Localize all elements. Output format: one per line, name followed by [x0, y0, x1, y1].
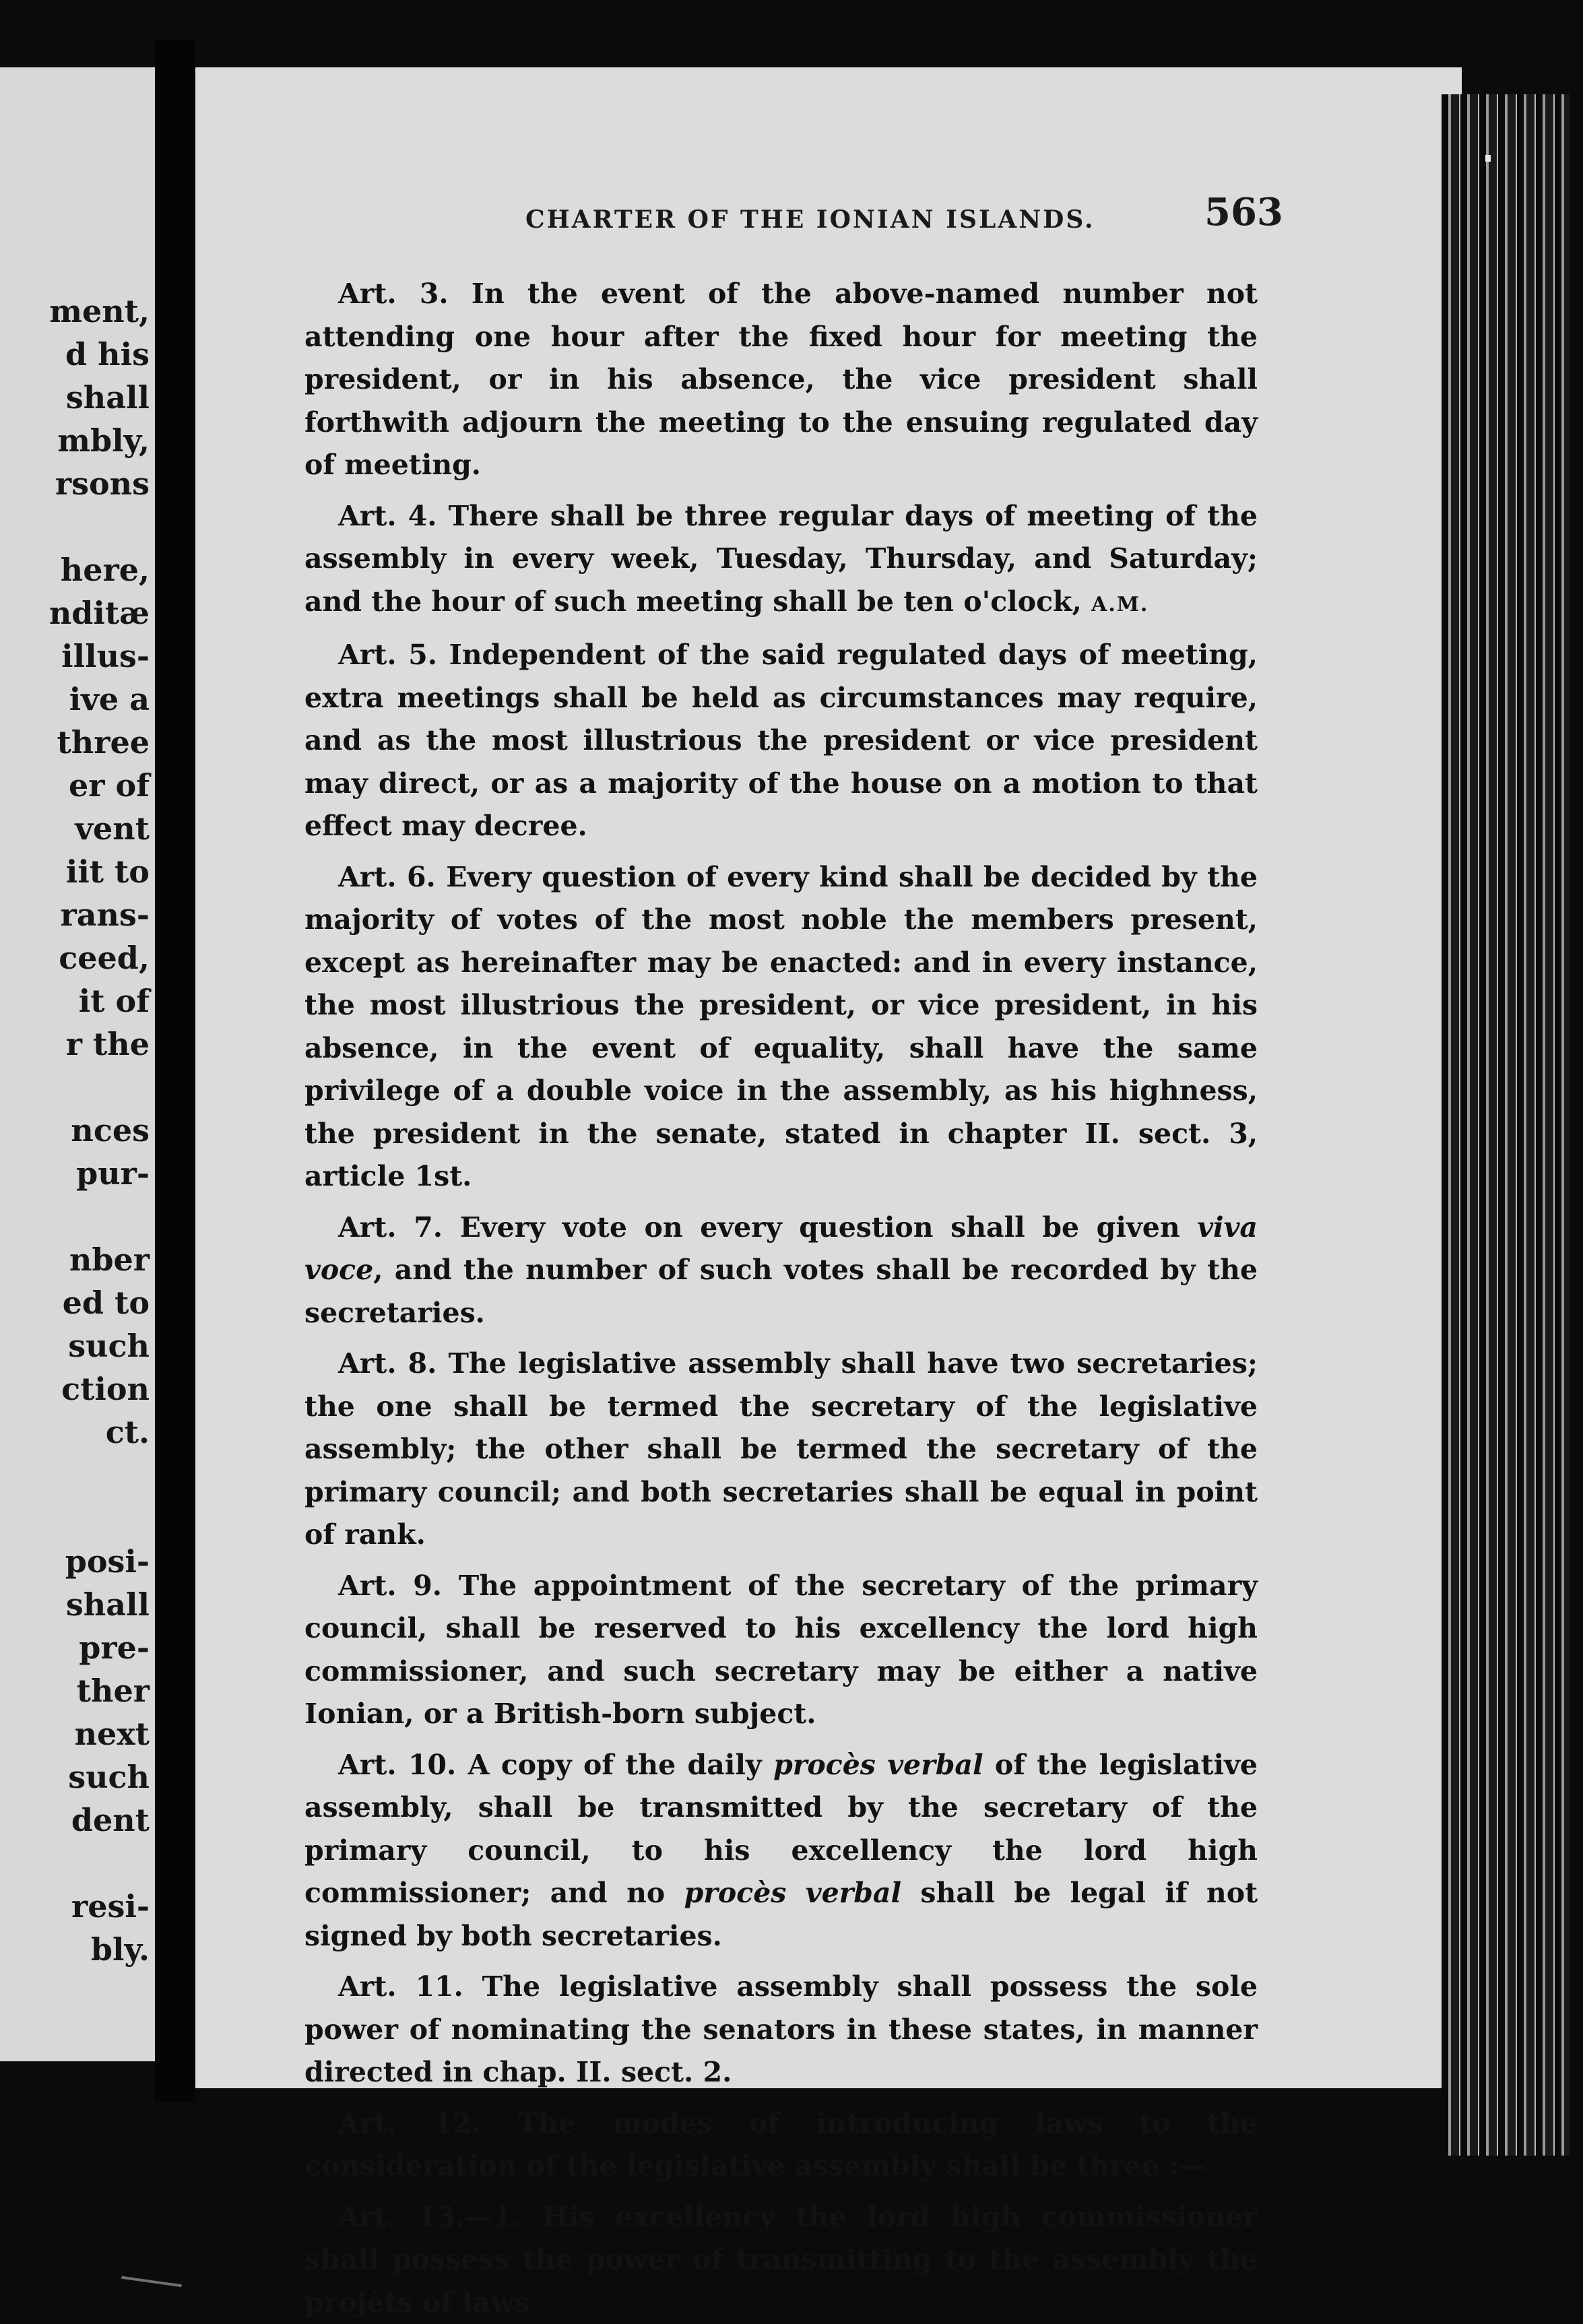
left-page-fragment: posi- [65, 1543, 150, 1580]
page-number: 563 [1204, 190, 1283, 234]
article-6 [304, 856, 1258, 1198]
article-9 [304, 1565, 1258, 1736]
left-page-fragment: ct. [106, 1414, 150, 1450]
left-page-fragment: mbly, [57, 422, 150, 459]
left-page-fragment: ther [77, 1673, 150, 1709]
left-page-fragment: er of [69, 767, 150, 804]
left-page-fragment: ive a [69, 681, 150, 717]
left-page-fragment: d his [65, 336, 150, 373]
left-page-fragment: here, [61, 552, 150, 588]
left-page-fragment: bly. [91, 1931, 150, 1968]
left-page-fragment: ed to [63, 1285, 150, 1321]
left-page-fragment: vent [75, 810, 150, 847]
article-text-run: Art. 9. The appointment of the secretary of the primary council, shall be reserved to his excellency the lord high commissioner, and such secretary may be either a native Ionian, or a British-born subject. [304, 1570, 1258, 1731]
left-page-fragment: illus- [61, 638, 150, 674]
left-page-fragment: dent [71, 1802, 150, 1838]
article-11 [304, 1966, 1258, 2094]
article-4 [304, 495, 1258, 626]
left-page-fragment: r the [66, 1026, 150, 1062]
article-text-run: Art. 11. The legislative assembly shall possess the sole power of nominating the senators in these states, in manner directed in chap. II. sect. 2. [304, 1970, 1258, 2088]
book-gutter [155, 40, 195, 2102]
article-text-run: A.M. [1091, 593, 1149, 616]
left-page-fragment: such [68, 1759, 150, 1795]
article-text-run: viva voce [304, 1211, 1258, 1287]
left-page-fragment: it of [79, 983, 150, 1019]
left-page-fragment: ction [61, 1371, 150, 1407]
scan-mark-bottom [121, 2276, 182, 2287]
article-text-run: Art. 13.—1. His excellency the lord high commissioner shall possess the power of transmitting to the assembly the projèts of laws [304, 2201, 1258, 2319]
body-text [304, 273, 1258, 2324]
left-page-fragment: nditæ [49, 595, 150, 631]
left-page-fragment: pur- [76, 1155, 150, 1192]
article-text-run: Art. 8. The legislative assembly shall have two secretaries; the one shall be termed the secretary of the legislative assembly; the other shall be termed the secretary of the primary council; and both secretaries shall be equal in point of rank. [304, 1347, 1258, 1551]
article-text-run: Art. 12. The modes of introducing laws to the consideration of the legislative assembly shall be three :— [304, 2107, 1258, 2183]
left-page-fragment: three [57, 724, 150, 761]
left-page-fragment: resi- [71, 1888, 150, 1925]
article-13 [304, 2196, 1258, 2324]
left-page-fragment: nces [71, 1112, 150, 1149]
article-8 [304, 1343, 1258, 1557]
left-page-fragment: pre- [79, 1629, 150, 1666]
left-page-fragment: shall [66, 379, 150, 416]
article-text-run: procès verbal [684, 1877, 901, 1909]
article-text-run: of the legislative assembly, shall be transmitted by the secretary of the primary council, to his excellency the lord high commissioner; and no [304, 1749, 1258, 1910]
article-text-run: Art. 7. Every vote on every question shall be given [338, 1211, 1197, 1244]
scan-mark [1485, 155, 1491, 162]
left-page-fragment: rsons [55, 465, 150, 502]
article-text-run: shall be legal if not signed by both secretaries. [304, 1877, 1258, 1952]
left-page-fragment: nber [69, 1241, 150, 1278]
article-text-run: Art. 4. There shall be three regular days of meeting of the assembly in every week, Tuesday, Thursday, and Saturday; and the hour of such meeting shall be ten o'clock, [304, 500, 1258, 618]
left-page-fragment: ceed, [59, 940, 150, 976]
article-text-run: , and the number of such votes shall be recorded by the secretaries. [304, 1254, 1258, 1329]
left-page-fragment: such [68, 1328, 150, 1364]
article-3 [304, 273, 1258, 487]
article-text-run: Art. 6. Every question of every kind shall be decided by the majority of votes of the most noble the members present, except as hereinafter may be enacted: and in every instance, the most illustrious the president, or vice president, in his absence, in the event of equality, shall have the same privilege of a double voice in the assembly, as his highness, the president in the senate, stated in chapter II. sect. 3, article 1st. [304, 861, 1258, 1193]
article-12 [304, 2102, 1258, 2188]
article-text-run: Art. 3. In the event of the above-named number not attending one hour after the fixed hour for meeting the president, or in his absence, the vice president shall forthwith adjourn the meeting to the ensuing regulated day of meeting. [304, 278, 1258, 481]
page-edges [1442, 94, 1570, 2156]
left-page-fragment: rans- [61, 897, 150, 933]
previous-page-fragment [0, 67, 155, 2061]
left-page-fragment: next [75, 1716, 150, 1752]
left-page-fragment: ment, [49, 293, 150, 329]
left-page-fragment: shall [66, 1586, 150, 1623]
article-text-run: Art. 5. Independent of the said regulated days of meeting, extra meetings shall be held as circumstances may require, and as the most illustrious the president or vice president may direct, or as a majority of the house on a motion to that effect may decree. [304, 639, 1258, 842]
article-5 [304, 634, 1258, 848]
article-text-run: Art. 10. A copy of the daily [338, 1749, 773, 1781]
running-title: CHARTER OF THE IONIAN ISLANDS. [525, 205, 1095, 234]
article-7 [304, 1206, 1258, 1335]
left-page-fragment: iit to [66, 853, 150, 890]
article-10 [304, 1744, 1258, 1958]
article-text-run: procès verbal [773, 1749, 983, 1781]
